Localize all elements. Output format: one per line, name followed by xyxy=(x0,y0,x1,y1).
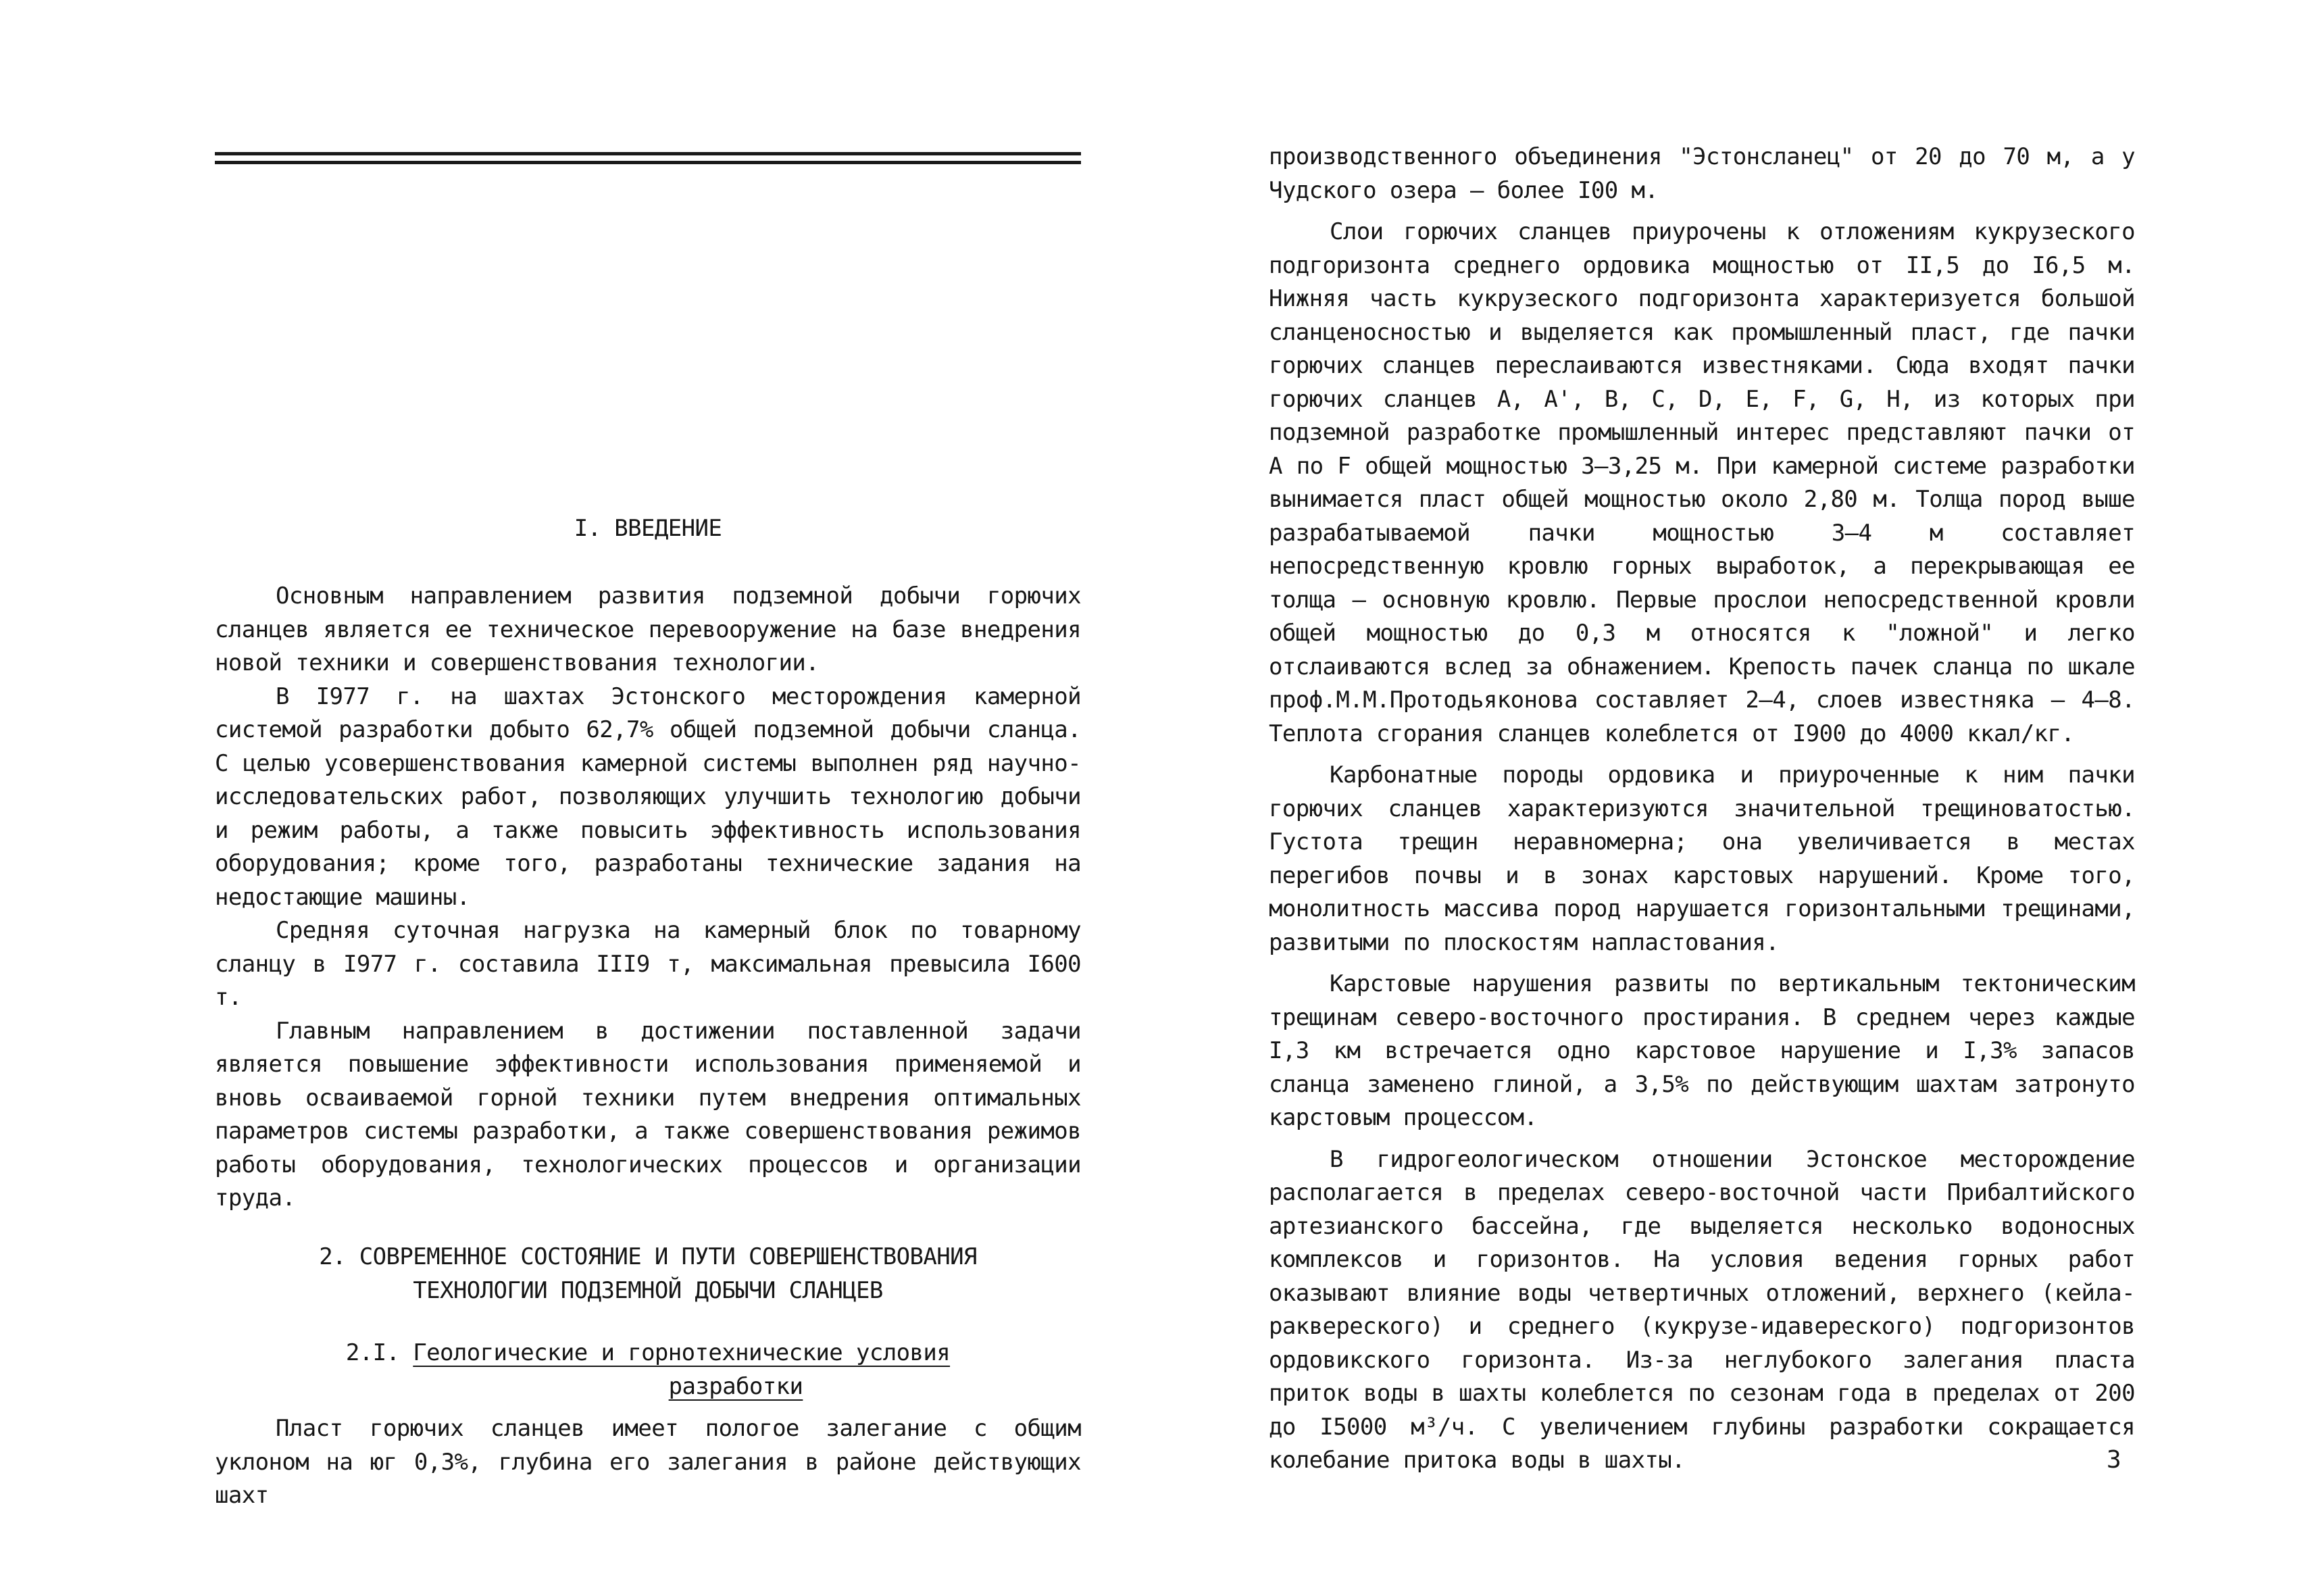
carbonate-paragraph: Карбонатные породы ордовика и приуроченные к ним пачки горючих сланцев характеризуются значительной трещиноватостью. Густота трещин неравномерна; она увеличивается в местах перегибов почвы и в зонах карстовых нарушений. Кроме того, монолитность массива пород нарушается горизонтальными трещинами, развитыми по плоскостям напластования. xyxy=(1269,762,2135,956)
top-double-rule xyxy=(215,148,1081,168)
layers-paragraph: Слои горючих сланцев приурочены к отложениям кукрузеского подгоризонта среднего ордовика мощностью от II,5 до I6,5 м. Нижняя часть кукрузеского подгоризонта характеризуется большой сланценосностью и выделяется как промышленный пласт, где пачки горючих сланцев переслаиваются известняками. Сюда входят пачки горючих сланцев A, A', B, C, D, E, F, G, H, из которых при подземной разработке промышленный интерес представляют пачки от A по F общей мощностью 3–3,25 м. При камерной системе разработки вынимается пласт общей мощностью около 2,80 м. Толща пород выше разрабатываемой пачки мощностью 3–4 м составляет непосредственную кровлю горных выработок, а перекрывающая ее толща – основную кровлю. Первые прослои непосредственной кровли общей мощностью до 0,3 м относятся к "ложной" и легко отслаиваются вслед за обнажением. Крепость пачек сланца по шкале проф.М.М.Протодьяконова составляет 2–4, слоев известняка – 4–8. Теплота сгорания сланцев колеблется от I900 до 4000 ккал/кг. xyxy=(1269,218,2135,747)
section2-heading-line1: 2. СОВРЕМЕННОЕ СОСТОЯНИЕ И ПУТИ СОВЕРШЕНСТВОВАНИЯ xyxy=(319,1243,977,1270)
intro-paragraph-4: Главным направлением в достижении поставленной задачи является повышение эффективности использования применяемой и вновь осваиваемой горной техники путем внедрения оптимальных параметров системы разработки, а также совершенствования режимов работы оборудования, технологических процессов и организации труда. xyxy=(215,1017,1081,1212)
subsection-title-line1: Геологические и горнотехнические условия xyxy=(413,1339,951,1366)
karst-paragraph: Карстовые нарушения развиты по вертикальным тектоническим трещинам северо-восточного простирания. В среднем через каждые I,3 км встречается одно карстовое нарушение и I,3% запасов сланца заменено глиной, а 3,5% по действующим шахтам затронуто карстовым процессом. xyxy=(1269,970,2135,1131)
page-number: 3 xyxy=(2107,1446,2121,1474)
continuation-paragraph: производственного объединения "Эстонсланец" от 20 до 70 м, а у Чудского озера – более I00 м. xyxy=(1269,143,2135,204)
intro-paragraph-2: В I977 г. на шахтах Эстонского месторождения камерной системой разработки добыто 62,7% общей подземной добычи сланца. С целью усовершенствования камерной системы выполнен ряд научно-исследовательских работ, позволяющих улучшить технологию добычи и режим работы, а также повысить эффективность использования оборудования; кроме того, разработаны технические задания на недостающие машины. xyxy=(215,682,1081,911)
rule-line-upper xyxy=(215,152,1081,155)
subsection-number: 2.I. xyxy=(345,1339,400,1366)
subsection-title-line2: разработки xyxy=(668,1373,803,1400)
intro-paragraph-3: Средняя суточная нагрузка на камерный блок по товарному сланцу в I977 г. составила IIІ9 т, максимальная превысила I600 т. xyxy=(215,917,1081,1011)
section1-heading: I. ВВЕДЕНИЕ xyxy=(574,515,722,542)
rule-line-lower xyxy=(215,161,1081,164)
geo-paragraph-start: Пласт горючих сланцев имеет пологое залегание с общим уклоном на юг 0,3%, глубина его залегания в районе действующих шахт xyxy=(215,1415,1081,1509)
geo-section-start xyxy=(215,1412,1081,1513)
intro-paragraph-1: Основным направлением развития подземной добычи горючих сланцев является ее техническое перевооружение на базе внедрения новой техники и совершенствования технологии. xyxy=(215,582,1081,676)
hydro-paragraph: В гидрогеологическом отношении Эстонское месторождение располагается в пределах северо-восточной части Прибалтийского артезианского бассейна, где выделяется несколько водоносных комплексов и горизонтов. На условия ведения горных работ оказывают влияние воды четвертичных отложений, верхнего (кейла-раквереского) и среднего (кукрузе-идавереского) подгоризонтов ордовикского горизонта. Из-за неглубокого залегания пласта приток воды в шахты колеблется по сезонам года в пределах от 200 до I5000 м³/ч. С увеличением глубины разработки сокращается колебание притока воды в шахты. xyxy=(1269,1145,2135,1474)
intro-section xyxy=(215,580,1081,1216)
subsection-title-line2-wrap xyxy=(215,1370,1081,1404)
subsection-heading xyxy=(215,1337,1081,1370)
section2-heading-line2: ТЕХНОЛОГИИ ПОДЗЕМНОЙ ДОБЫЧИ СЛАНЦЕВ xyxy=(413,1277,883,1304)
right-page-body xyxy=(1269,141,2135,1478)
